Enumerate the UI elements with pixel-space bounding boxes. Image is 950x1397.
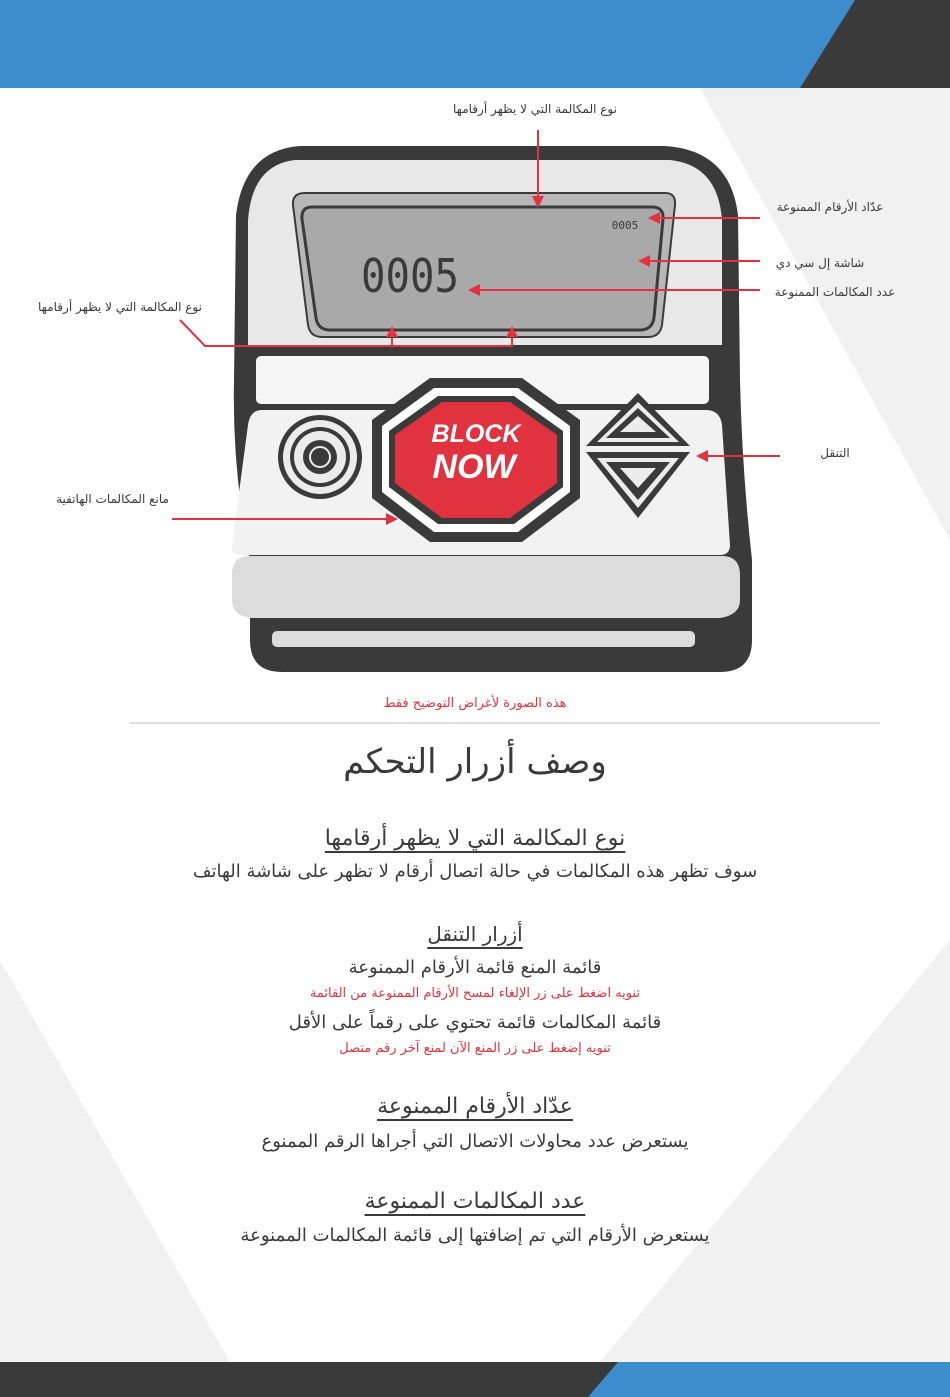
callout-blocked-numbers-counter: عدّاد الأرقام الممنوعة	[776, 200, 884, 214]
callout-blocked-calls-count: عدد المكالمات الممنوعة	[774, 285, 896, 299]
callout-navigation: التنقل	[820, 446, 850, 460]
callout-hidden-call-left: نوع المكالمة التي لا يظهر أرقامها	[38, 300, 202, 314]
device-base	[232, 556, 740, 618]
section-navigation-title: أزرار التنقل	[427, 922, 523, 946]
lcd-small-counter: 0005	[611, 219, 639, 232]
section-navigation-note2: تنويه إضغط على زر المنع الآن لمنع آخر رقم متصل	[339, 1041, 611, 1056]
section-blocked-calls-title: عدد المكالمات الممنوعة	[364, 1189, 586, 1214]
page-title: وصف أزرار التحكم	[343, 742, 607, 782]
section-blocked-counter-body: يستعرض عدد محاولات الاتصال التي أجراها الرقم الممنوع	[261, 1131, 689, 1152]
lcd-main-counter: 0005	[361, 249, 459, 303]
illustration-caption: هذه الصورة لأغراض التوضيح فقط	[383, 696, 567, 711]
block-now-label-line1: BLOCK	[431, 420, 521, 448]
callout-call-blocker: مانع المكالمات الهاتفية	[56, 492, 169, 506]
block-now-label-line2: NOW	[432, 448, 516, 486]
round-button[interactable]	[278, 415, 362, 499]
footer-blue-corner	[588, 1362, 950, 1397]
callout-lcd-screen: شاشة إل سي دي	[775, 256, 865, 270]
block-now-button[interactable]	[372, 378, 580, 542]
lcd-screen	[302, 207, 663, 330]
section-navigation-line2: قائمة المكالمات قائمة تحتوي على رقماً على الأقل	[288, 1012, 662, 1033]
section-blocked-counter-title: عدّاد الأرقام الممنوعة	[377, 1094, 573, 1119]
section-navigation-note1: تنويه اضغط على زر الإلغاء لمسح الأرقام الممنوعة من القائمة	[309, 986, 641, 1001]
section-hidden-call-title: نوع المكالمة التي لا يظهر أرقامها	[324, 826, 626, 851]
section-blocked-calls-body: يستعرض الأرقام التي تم إضافتها إلى قائمة المكالمات الممنوعة	[240, 1225, 710, 1246]
section-navigation-line1: قائمة المنع قائمة الأرقام الممنوعة	[348, 957, 602, 978]
callout-hidden-call-top: نوع المكالمة التي لا يظهر أرقامها	[453, 102, 617, 116]
section-hidden-call-body: سوف تظهر هذه المكالمات في حالة اتصال أرقام لا تظهر على شاشة الهاتف	[192, 861, 758, 882]
